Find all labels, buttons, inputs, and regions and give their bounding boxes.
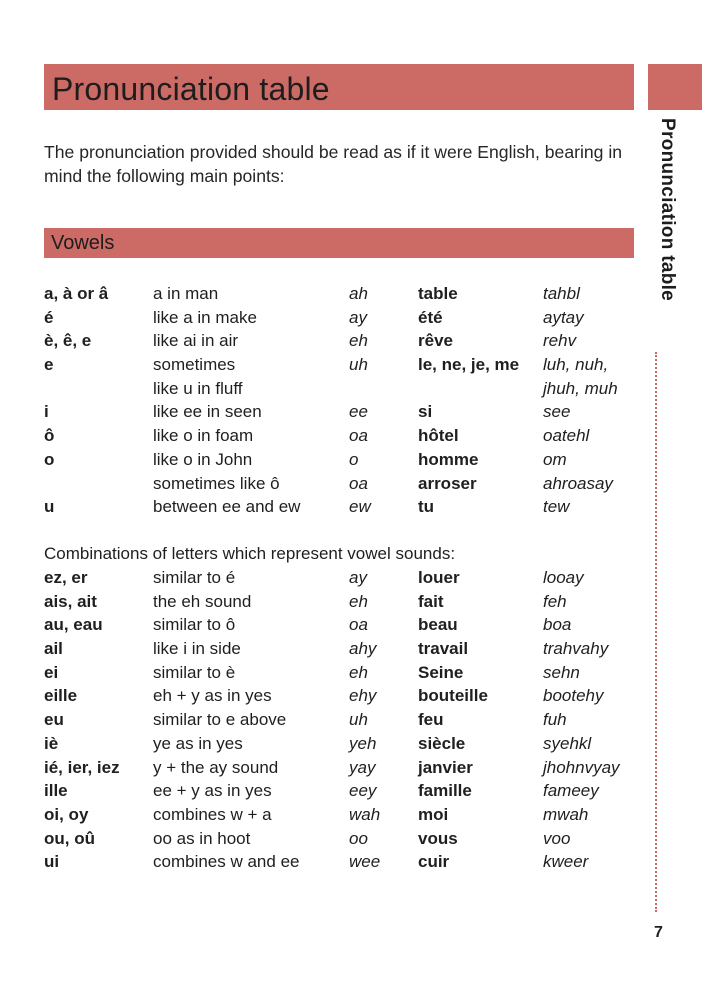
dotted-divider bbox=[655, 352, 657, 912]
combinations-heading: Combinations of letters which represent vowel sounds: bbox=[44, 544, 456, 563]
letters-cell: ô bbox=[44, 426, 55, 446]
pronunciation-cell: bootehy bbox=[543, 686, 604, 706]
sound-cell: like ee in seen bbox=[153, 402, 262, 422]
approx-cell: oa bbox=[349, 473, 368, 493]
example-word-cell: tu bbox=[418, 497, 435, 517]
sound-cell: similar to é bbox=[153, 568, 236, 587]
pronunciation-cell: fuh bbox=[543, 710, 567, 730]
approx-cell: ah bbox=[349, 284, 368, 303]
sound-cell: like o in foam bbox=[153, 426, 254, 446]
example-word-cell: homme bbox=[418, 449, 479, 469]
pronunciation-cell: voo bbox=[543, 828, 571, 848]
letters-cell: u bbox=[44, 497, 55, 517]
letters-cell: a, à or â bbox=[44, 284, 109, 303]
approx-cell: uh bbox=[349, 355, 368, 375]
combinations-table bbox=[44, 566, 644, 874]
table-row bbox=[44, 566, 644, 590]
sound-cell: similar to è bbox=[153, 662, 236, 682]
sound-cell: sometimes like ô bbox=[153, 473, 280, 493]
approx-cell: eey bbox=[349, 781, 377, 801]
approx-cell: eh bbox=[349, 591, 368, 611]
table-row bbox=[44, 732, 644, 756]
section-title-vowels: Vowels bbox=[51, 232, 115, 254]
intro-paragraph: The pronunciation provided should be read as if it were English, bearing in mind the following main points: bbox=[44, 142, 623, 186]
pronunciation-cell: sehn bbox=[543, 662, 580, 682]
sound-cell: the eh sound bbox=[153, 591, 252, 611]
vowels-table bbox=[44, 282, 644, 519]
table-row bbox=[44, 684, 644, 708]
approx-cell: wee bbox=[349, 852, 381, 872]
sound-cell: between ee and ew bbox=[153, 497, 301, 517]
example-word-cell: vous bbox=[418, 828, 458, 848]
pronunciation-cell: jhuh, muh bbox=[543, 378, 618, 398]
letters-cell: ille bbox=[44, 781, 68, 801]
section-bar-vowels bbox=[44, 228, 634, 258]
side-tab bbox=[648, 64, 702, 110]
approx-cell: ehy bbox=[349, 686, 377, 706]
sound-cell: like a in make bbox=[153, 307, 257, 327]
letters-cell: au, eau bbox=[44, 615, 103, 635]
table-row bbox=[44, 353, 644, 377]
approx-cell: eh bbox=[349, 331, 368, 351]
table-row bbox=[44, 400, 644, 424]
example-word-cell: arroser bbox=[418, 473, 477, 493]
table-row bbox=[44, 472, 644, 496]
approx-cell: oa bbox=[349, 426, 368, 446]
example-word-cell: janvier bbox=[418, 757, 473, 777]
letters-cell: eille bbox=[44, 686, 78, 706]
sound-cell: eh + y as in yes bbox=[153, 686, 272, 706]
pronunciation-cell: looay bbox=[543, 568, 584, 587]
example-word-cell: rêve bbox=[418, 331, 453, 351]
pronunciation-cell: om bbox=[543, 449, 567, 469]
sound-cell: like ai in air bbox=[153, 331, 239, 351]
page-title: Pronunciation table bbox=[52, 71, 330, 107]
example-word-cell: moi bbox=[418, 804, 449, 824]
letters-cell: ui bbox=[44, 852, 60, 872]
approx-cell: yeh bbox=[349, 733, 377, 753]
pronunciation-cell: mwah bbox=[543, 804, 589, 824]
example-word-cell: bouteille bbox=[418, 686, 488, 706]
example-word-cell: feu bbox=[418, 710, 444, 730]
pronunciation-cell: tahbl bbox=[543, 284, 580, 303]
sound-cell: combines w and ee bbox=[153, 852, 300, 872]
pronunciation-cell: kweer bbox=[543, 852, 589, 872]
letters-cell: é bbox=[44, 307, 54, 327]
pronunciation-cell: aytay bbox=[543, 307, 584, 327]
pronunciation-cell: luh, nuh, bbox=[543, 355, 609, 375]
table-row bbox=[44, 827, 644, 851]
example-word-cell: Seine bbox=[418, 662, 464, 682]
example-word-cell: cuir bbox=[418, 852, 450, 872]
letters-cell: ei bbox=[44, 662, 59, 682]
letters-cell: ez, er bbox=[44, 568, 88, 587]
pronunciation-cell: rehv bbox=[543, 331, 577, 351]
letters-cell: è, ê, e bbox=[44, 331, 92, 351]
table-row bbox=[44, 282, 644, 306]
sound-cell: a in man bbox=[153, 284, 219, 303]
approx-cell: ay bbox=[349, 307, 367, 327]
approx-cell: eh bbox=[349, 662, 368, 682]
table-row bbox=[44, 708, 644, 732]
pronunciation-cell: ahroasay bbox=[543, 473, 613, 493]
pronunciation-cell: fameey bbox=[543, 781, 599, 801]
sound-cell: like u in fluff bbox=[153, 378, 243, 398]
sound-cell: ee + y as in yes bbox=[153, 781, 272, 801]
sound-cell: ye as in yes bbox=[153, 733, 243, 753]
sound-cell: similar to e above bbox=[153, 710, 287, 730]
example-word-cell: hôtel bbox=[418, 426, 459, 446]
pronunciation-cell: tew bbox=[543, 497, 570, 517]
table-row bbox=[44, 424, 644, 448]
table-row bbox=[44, 756, 644, 780]
approx-cell: ee bbox=[349, 402, 368, 422]
approx-cell: uh bbox=[349, 710, 368, 730]
approx-cell: oa bbox=[349, 615, 368, 635]
example-word-cell: louer bbox=[418, 568, 460, 587]
table-row bbox=[44, 637, 644, 661]
table-row bbox=[44, 613, 644, 637]
example-word-cell: fait bbox=[418, 591, 444, 611]
example-word-cell: famille bbox=[418, 781, 472, 801]
letters-cell: ais, ait bbox=[44, 591, 97, 611]
table-row bbox=[44, 803, 644, 827]
approx-cell: o bbox=[349, 449, 359, 469]
pronunciation-cell: syehkl bbox=[543, 733, 592, 753]
table-row bbox=[44, 590, 644, 614]
sound-cell: like o in John bbox=[153, 449, 253, 469]
sound-cell: oo as in hoot bbox=[153, 828, 251, 848]
approx-cell: ay bbox=[349, 568, 367, 587]
approx-cell: wah bbox=[349, 804, 381, 824]
sound-cell: y + the ay sound bbox=[153, 757, 279, 777]
side-label: Pronunciation table bbox=[657, 118, 678, 302]
approx-cell: yay bbox=[349, 757, 376, 777]
letters-cell: i bbox=[44, 402, 49, 422]
pronunciation-cell: trahvahy bbox=[543, 639, 609, 659]
table-row bbox=[44, 779, 644, 803]
example-word-cell: si bbox=[418, 402, 433, 422]
letters-cell: ié, ier, iez bbox=[44, 757, 120, 777]
table-row bbox=[44, 448, 644, 472]
table-row bbox=[44, 850, 644, 874]
pronunciation-cell: boa bbox=[543, 615, 572, 635]
letters-cell: oi, oy bbox=[44, 804, 89, 824]
example-word-cell: siècle bbox=[418, 733, 466, 753]
example-word-cell: beau bbox=[418, 615, 458, 635]
example-word-cell: table bbox=[418, 284, 458, 303]
pronunciation-cell: jhohnvyay bbox=[543, 757, 620, 777]
table-row bbox=[44, 377, 644, 401]
sound-cell: combines w + a bbox=[153, 804, 272, 824]
approx-cell: ahy bbox=[349, 639, 377, 659]
table-row bbox=[44, 661, 644, 685]
sound-cell: like i in side bbox=[153, 639, 241, 659]
pronunciation-cell: oatehl bbox=[543, 426, 590, 446]
example-word-cell: travail bbox=[418, 639, 469, 659]
sound-cell: sometimes bbox=[153, 355, 236, 375]
example-word-cell: le, ne, je, me bbox=[418, 355, 520, 375]
table-row bbox=[44, 329, 644, 353]
approx-cell: ew bbox=[349, 497, 371, 517]
letters-cell: iè bbox=[44, 733, 59, 753]
letters-cell: ou, oû bbox=[44, 828, 95, 848]
page-number: 7 bbox=[654, 924, 663, 941]
pronunciation-cell: feh bbox=[543, 591, 567, 611]
table-row bbox=[44, 495, 644, 519]
letters-cell: ail bbox=[44, 639, 63, 659]
sound-cell: similar to ô bbox=[153, 615, 236, 635]
approx-cell: oo bbox=[349, 828, 368, 848]
letters-cell: o bbox=[44, 449, 55, 469]
letters-cell: eu bbox=[44, 710, 64, 730]
title-bar bbox=[44, 64, 634, 110]
example-word-cell: été bbox=[418, 307, 443, 327]
letters-cell: e bbox=[44, 355, 54, 375]
pronunciation-cell: see bbox=[543, 402, 571, 422]
table-row bbox=[44, 306, 644, 330]
